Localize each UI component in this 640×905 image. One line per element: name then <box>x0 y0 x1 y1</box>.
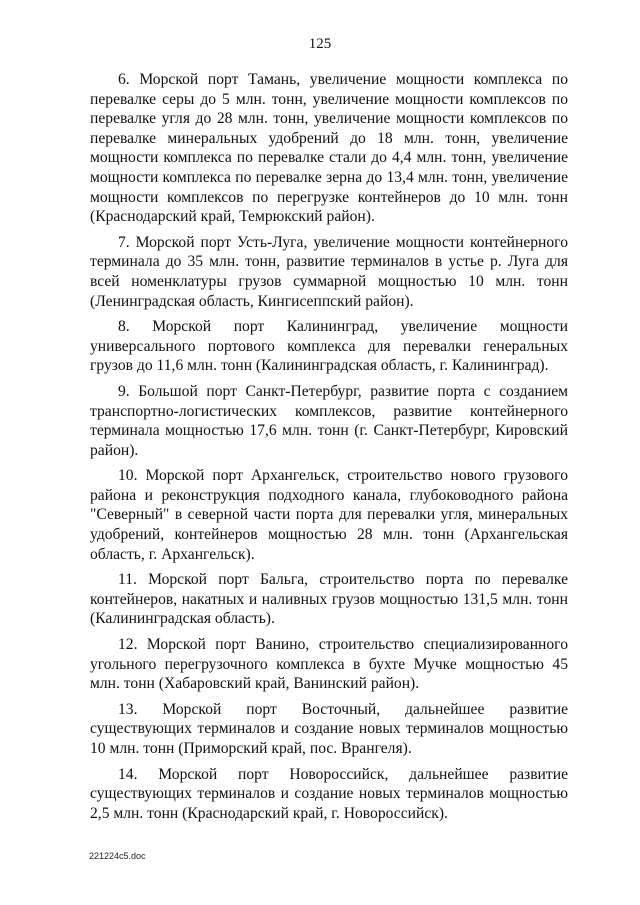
list-item-7: 7. Морской порт Усть-Луга, увеличение мощности контейнерного терминала до 35 млн. тонн, развитие терминалов в устье р. Луга для всей номенклатуры грузов суммарной мощностью 10 млн. тонн (Ленинградская область, Кингисеппский район). <box>90 233 568 310</box>
footer-filename: 221224c5.doc <box>89 851 146 861</box>
list-item-8: 8. Морской порт Калининград, увеличение мощности универсального портового комплекса для перевалки генеральных грузов до 11,6 млн. тонн (Калининградская область, г. Калининград). <box>90 318 568 375</box>
list-item-12: 12. Морской порт Ванино, строительство специализированного угольного перегрузочного комплекса в бухте Мучке мощностью 45 млн. тонн (Хабаровский край, Ванинский район). <box>90 636 568 693</box>
page-number: 125 <box>308 36 332 52</box>
document-body <box>90 70 568 829</box>
list-item-14: 14. Морской порт Новороссийск, дальнейшее развитие существующих терминалов и создание новых терминалов мощностью 2,5 млн. тонн (Краснодарский край, г. Новороссийск). <box>90 765 568 822</box>
list-item-13: 13. Морской порт Восточный, дальнейшее развитие существующих терминалов и создание новых терминалов мощностью 10 млн. тонн (Приморский край, пос. Врангеля). <box>90 700 568 757</box>
list-item-6: 6. Морской порт Тамань, увеличение мощности комплекса по перевалке серы до 5 млн. тонн, увеличение мощности комплексов по перевалке угля до 28 млн. тонн, увеличение мощности комплексов по перевалке минеральных удобрений до 18 млн. тонн, увеличение мощности комплекса по перевалке стали до 4,4 млн. тонн, увеличение мощности комплекса по перевалке зерна до 13,4 млн. тонн, увеличение мощности комплексов по перегрузке контейнеров до 10 млн. тонн (Краснодарский край, Темрюкский район). <box>90 71 568 226</box>
list-item-9: 9. Большой порт Санкт-Петербург, развитие порта с созданием транспортно-логистических комплексов, развитие контейнерного терминала мощностью 17,6 млн. тонн (г. Санкт-Петербург, Кировский район). <box>90 382 568 459</box>
list-item-10: 10. Морской порт Архангельск, строительство нового грузового района и реконструкция подходного канала, глубоководного района "Северный" в северной части порта для перевалки угля, минеральных удобрений, контейнеров мощностью 28 млн. тонн (Архангельская область, г. Архангельск). <box>90 467 568 563</box>
list-item-11: 11. Морской порт Бальга, строительство порта по перевалке контейнеров, накатных и наливных грузов мощностью 131,5 млн. тонн (Калининградская область). <box>90 571 568 628</box>
